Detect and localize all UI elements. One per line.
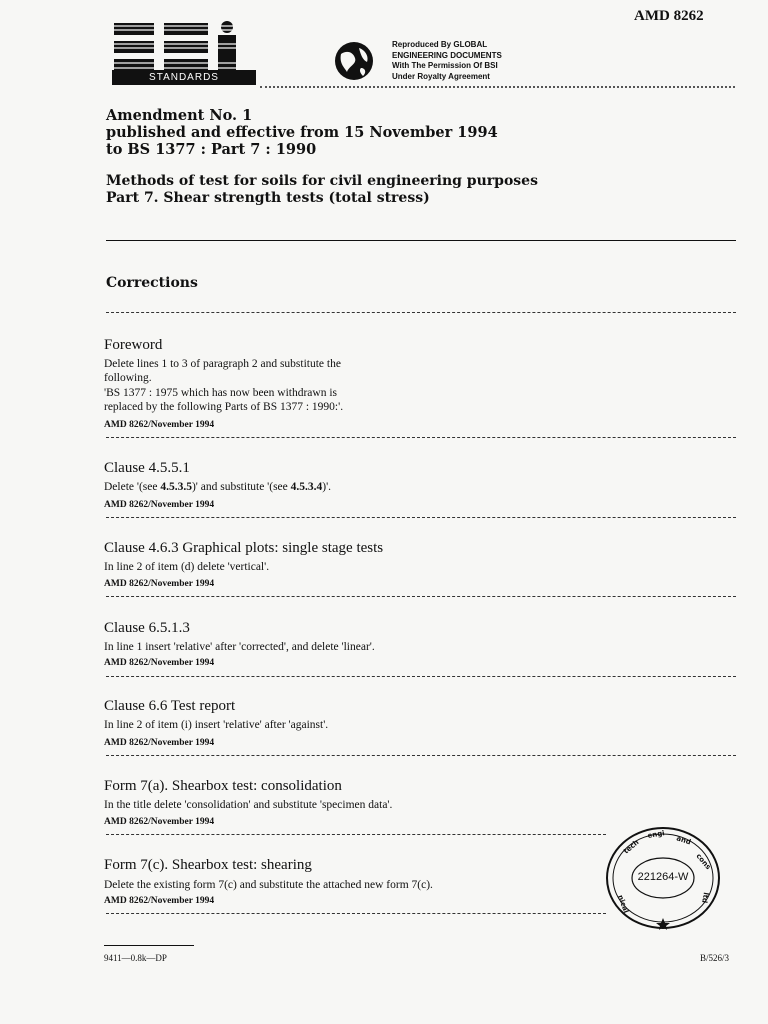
clause-ref: 4.5.3.5 <box>160 481 192 493</box>
amendment-reference: AMD 8262/November 1994 <box>104 738 215 748</box>
svg-text:engi: engi <box>646 829 666 840</box>
title-line-3: to BS 1377 : Part 7 : 1990 <box>106 141 317 158</box>
amendment-reference: AMD 8262/November 1994 <box>104 817 215 827</box>
body-line: replaced by the following Parts of BS 1377 : 1990:'. <box>104 401 344 413</box>
section-divider <box>106 755 736 756</box>
title-divider <box>106 240 736 241</box>
section-heading: Form 7(a). Shearbox test: consolidation <box>104 778 342 794</box>
repro-line: ENGINEERING DOCUMENTS <box>392 50 502 60</box>
section-heading: Form 7(c). Shearbox test: shearing <box>104 857 312 873</box>
document-ref: B/526/3 <box>700 953 730 963</box>
standards-banner: STANDARDS <box>112 70 256 85</box>
svg-text:tech: tech <box>622 838 641 856</box>
footer-rule <box>104 945 194 946</box>
subtitle-line-1: Methods of test for soils for civil engineering purposes <box>106 173 538 189</box>
body-text: Delete '(see <box>104 481 161 493</box>
svg-text:and: and <box>675 834 692 847</box>
amendment-reference: AMD 8262/November 1994 <box>104 658 215 668</box>
section-heading: Clause 4.5.5.1 <box>104 460 190 476</box>
amendment-title <box>106 107 498 158</box>
subtitle-line-2: Part 7. Shear strength tests (total stress) <box>106 190 430 206</box>
title-line-2: published and effective from 15 November 1994 <box>106 124 498 141</box>
section-body: In line 1 insert 'relative' after 'corrected', and delete 'linear'. <box>104 641 375 653</box>
header-dotted-rule <box>260 86 735 88</box>
body-line: 'BS 1377 : 1975 which has now been withdrawn is <box>104 387 338 399</box>
section-body <box>104 480 331 494</box>
section-heading: Clause 6.6 Test report <box>104 698 236 714</box>
amendment-reference: AMD 8262/November 1994 <box>104 420 215 430</box>
repro-line: Reproduced By GLOBAL <box>392 40 488 49</box>
amendment-reference: AMD 8262/November 1994 <box>104 500 215 510</box>
section-divider <box>106 676 736 677</box>
amendment-code: AMD 8262 <box>634 8 704 24</box>
stamp-number: 221264-W <box>637 871 689 883</box>
reproduction-notice <box>392 40 502 82</box>
print-code: 9411—0.8k—DP <box>104 953 167 963</box>
repro-line: With The Permission Of BSI <box>392 61 498 70</box>
section-heading: Foreword <box>104 337 163 353</box>
svg-text:ltd: ltd <box>700 891 710 904</box>
section-divider <box>106 312 736 313</box>
amendment-reference: AMD 8262/November 1994 <box>104 896 215 906</box>
standard-title <box>106 173 538 207</box>
section-body: In the title delete 'consolidation' and substitute 'specimen data'. <box>104 799 393 811</box>
section-heading: Clause 4.6.3 Graphical plots: single stage tests <box>104 540 384 556</box>
section-divider <box>106 596 736 597</box>
svg-text:cons: cons <box>694 852 713 872</box>
title-line-1: Amendment No. 1 <box>106 107 253 124</box>
globe-icon <box>333 40 375 82</box>
section-body: In line 2 of item (d) delete 'vertical'. <box>104 561 270 573</box>
svg-text:nical: nical <box>616 893 631 915</box>
section-body: In line 2 of item (i) insert 'relative' after 'against'. <box>104 719 329 731</box>
amendment-reference: AMD 8262/November 1994 <box>104 579 215 589</box>
body-text: )'. <box>322 481 332 493</box>
corrections-heading: Corrections <box>106 275 198 291</box>
section-divider <box>106 517 736 518</box>
body-text: )' and substitute '(see <box>191 481 291 493</box>
clause-ref: 4.5.3.4 <box>290 481 323 493</box>
section-body: Delete the existing form 7(c) and substitute the attached new form 7(c). <box>104 879 433 891</box>
body-line: Delete lines 1 to 3 of paragraph 2 and substitute the <box>104 358 341 370</box>
section-divider <box>106 834 606 835</box>
section-divider <box>106 913 606 914</box>
repro-line: Under Royalty Agreement <box>392 71 490 81</box>
section-body <box>104 357 343 414</box>
body-line: following. <box>104 372 152 384</box>
section-divider <box>106 437 736 438</box>
section-heading: Clause 6.5.1.3 <box>104 620 190 636</box>
